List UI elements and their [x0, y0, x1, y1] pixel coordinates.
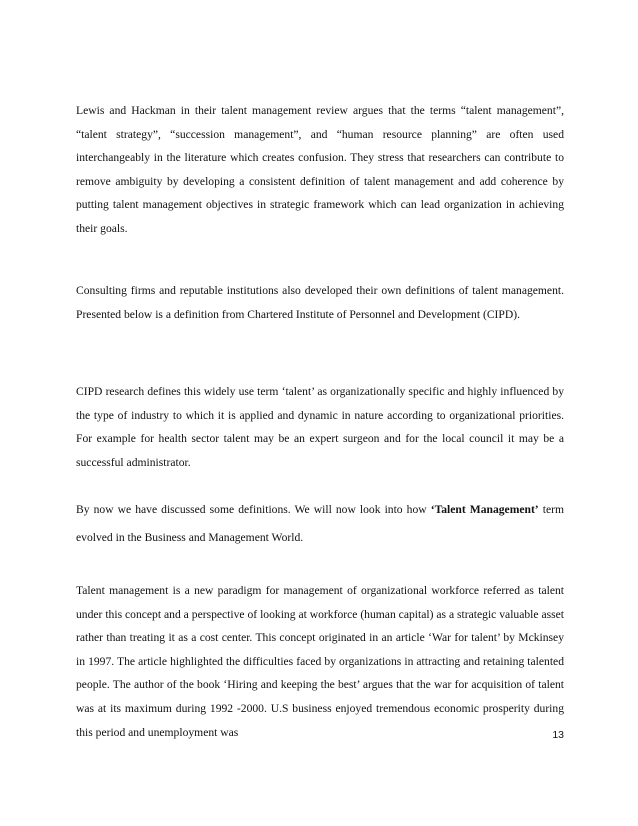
evolution-intro-text-end: term evolved in the Business and Management World.	[76, 503, 564, 544]
evolution-intro-text: By now we have discussed some definitions. We will now look into how	[76, 503, 431, 516]
paragraph-cipd-definition: CIPD research defines this widely use term ‘talent’ as organizationally specific and highly influenced by the type of industry to which it is applied and dynamic in nature according to organizational priorities. For example for health sector talent may be an expert surgeon and for the local council it may be a successful administrator.	[76, 385, 564, 469]
paragraph-new-paradigm: Talent management is a new paradigm for management of organizational workforce referred as talent under this concept and a perspective of looking at workforce (human capital) as a strategic valuable asset rather than treating it as a cost center. This concept originated in an article ‘War for talent’ by Mckinsey in 1997. The article highlighted the difficulties faced by organizations in attracting and retaining talented people. The author of the book ‘Hiring and keeping the best’ argues that the war for acquisition of talent was at its maximum during 1992 -2000. U.S business enjoyed tremendous economic prosperity during this period and unemployment was	[76, 584, 564, 739]
paragraph-evolution-intro	[76, 496, 564, 552]
page-number: 13	[552, 729, 564, 741]
paragraph-talent-management-terms: Lewis and Hackman in their talent management review argues that the terms “talent management”, “talent strategy”, “succession management”, and “human resource planning” are often used interchangeably in the literature which creates confusion. They stress that researchers can contribute to remove ambiguity by developing a consistent definition of talent management and add coherence by putting talent management objectives in strategic framework which can lead organization in achieving their goals.	[76, 104, 564, 235]
talent-management-emphasis: ‘Talent Management’	[430, 503, 539, 516]
paragraph-consulting-firms: Consulting firms and reputable institutions also developed their own definitions of talent management. Presented below is a definition from Chartered Institute of Personnel and Development (CIPD).	[76, 284, 564, 321]
